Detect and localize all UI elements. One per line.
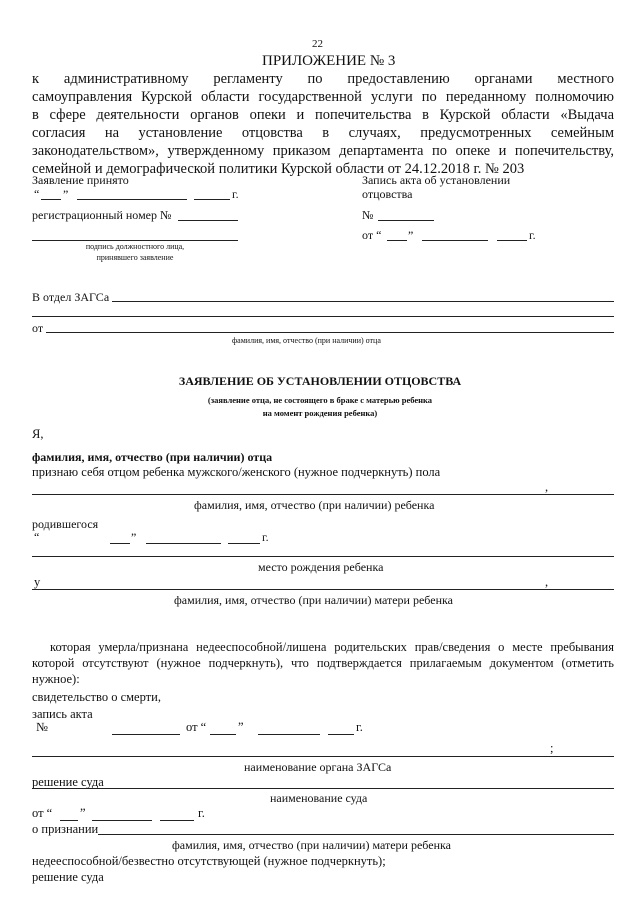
record-number-label: № (362, 208, 374, 222)
para-line-3: нужное): (32, 672, 80, 686)
page-number: 22 (312, 38, 323, 50)
received-quote-close: ” (63, 187, 69, 201)
death-number-sign: № (36, 720, 48, 734)
child-name-field[interactable] (32, 494, 614, 495)
record-label-2: отцовства (362, 187, 413, 201)
court-year-field[interactable] (160, 820, 194, 821)
form-heading: ЗАЯВЛЕНИЕ ОБ УСТАНОВЛЕНИИ ОТЦОВСТВА (178, 374, 462, 388)
child-caption: фамилия, имя, отчество (при наличии) ребенка (194, 498, 435, 512)
court-decision-label-2: решение суда (32, 870, 104, 884)
birthplace-field[interactable] (32, 556, 614, 557)
birthplace-caption: место рождения ребенка (258, 560, 384, 574)
appendix-line-4: согласия на установление отцовства в случаях, предусмотренных семейным (32, 125, 614, 141)
record-year-field[interactable] (497, 240, 527, 241)
appendix-line-6: семейной и демографической политики Курской области от 24.12.2018 г. № 203 (32, 161, 525, 177)
death-year-suffix: г. (356, 720, 363, 734)
court-quote-close: ” (80, 806, 86, 820)
born-quote-open: “ (34, 530, 40, 544)
appendix-line-1: к административному регламенту по предоставлению органами местного (32, 71, 614, 87)
form-subheading-1: (заявление отца, не состоящего в браке с матерью ребенка (207, 395, 433, 405)
zags-name-field[interactable] (112, 301, 614, 302)
death-cert-label: свидетельство о смерти, (32, 690, 161, 704)
born-quote-close: ” (131, 530, 137, 544)
child-comma: , (545, 480, 549, 494)
from-name-field[interactable] (46, 332, 614, 333)
death-day-field[interactable] (210, 734, 236, 735)
mother-caption: фамилия, имя, отчество (при наличии) матери ребенка (174, 593, 453, 607)
court-year-suffix: г. (198, 806, 205, 820)
death-quote-close: ” (238, 720, 244, 734)
record-day-field[interactable] (387, 240, 407, 241)
death-record-number-field[interactable] (112, 734, 180, 735)
form-subheading-2: на момент рождения ребенка) (262, 408, 378, 418)
record-month-field[interactable] (422, 240, 488, 241)
appendix-line-3: в сфере деятельности органов опеки и попечительства в Курской области «Выдача (32, 107, 614, 123)
death-from-label: от “ (186, 720, 207, 734)
sign-caption-1: подпись должностного лица, (85, 242, 185, 251)
mother-name-field[interactable] (32, 589, 614, 590)
record-label-1: Запись акта об установлении (362, 173, 511, 187)
incapacity-text: недееспособной/безвестно отсутствующей (нужное подчеркнуть); (32, 854, 386, 868)
to-zags-label: В отдел ЗАГСа (32, 290, 110, 304)
record-number-field[interactable] (378, 220, 434, 221)
u-label: у (34, 575, 41, 589)
record-from-label: от “ (362, 228, 382, 242)
registry-name-field[interactable] (32, 756, 614, 757)
on-recognition-label: о признании (32, 822, 99, 836)
court-from-label: от “ (32, 806, 53, 820)
appendix-line-5: законодательством», утвержденному приказом департамента по опеке и попечительству, (32, 143, 614, 159)
mother-caption-2: фамилия, имя, отчество (при наличии) матери ребенка (172, 838, 451, 852)
court-name-field[interactable] (32, 788, 614, 789)
reg-number-field[interactable] (178, 220, 238, 221)
registry-caption: наименование органа ЗАГСа (244, 760, 392, 774)
death-month-field[interactable] (258, 734, 320, 735)
court-month-field[interactable] (92, 820, 152, 821)
para-line-2: которой отсутствуют (нужное подчеркнуть), что подтверждается прилагаемым документом (отметить (32, 656, 614, 670)
record-year-suffix: г. (529, 228, 536, 242)
death-year-field[interactable] (328, 734, 354, 735)
received-quote-open: “ (34, 187, 40, 201)
court-day-field[interactable] (60, 820, 78, 821)
court-caption: наименование суда (270, 791, 368, 805)
ya-label: Я, (32, 427, 44, 441)
from-label: от (32, 321, 44, 335)
record-quote-close: ” (408, 228, 414, 242)
from-caption: фамилия, имя, отчество (при наличии) отца (232, 336, 381, 345)
registry-semicolon: ; (550, 741, 554, 755)
recognize-text: признаю себя отцом ребенка мужского/женского (нужное подчеркнуть) пола (32, 465, 441, 479)
signature-field[interactable] (32, 240, 238, 241)
appendix-title: ПРИЛОЖЕНИЕ № 3 (262, 53, 396, 69)
received-label: Заявление принято (32, 173, 129, 187)
born-year-field[interactable] (228, 543, 260, 544)
reg-number-label: регистрационный номер № (32, 208, 172, 222)
record-act-label: запись акта (32, 707, 93, 721)
recognition-name-field[interactable] (98, 834, 614, 835)
born-month-field[interactable] (146, 543, 221, 544)
received-year-suffix: г. (232, 187, 239, 201)
sign-caption-2: принявшего заявление (96, 253, 174, 262)
appendix-line-2: самоуправления Курской области государственной услуги по переданному полномочию (32, 89, 614, 105)
father-caption: фамилия, имя, отчество (при наличии) отца (32, 450, 273, 464)
received-month-field[interactable] (77, 199, 187, 200)
mother-comma: , (545, 575, 549, 589)
born-day-field[interactable] (110, 543, 130, 544)
born-year-suffix: г. (262, 530, 269, 544)
received-year-field[interactable] (194, 199, 230, 200)
born-label: родившегося (32, 517, 99, 531)
para-line-1: которая умерла/признана недееспособной/лишена родительских прав/сведения о месте пребывания (50, 640, 614, 654)
court-decision-label: решение суда (32, 775, 104, 789)
